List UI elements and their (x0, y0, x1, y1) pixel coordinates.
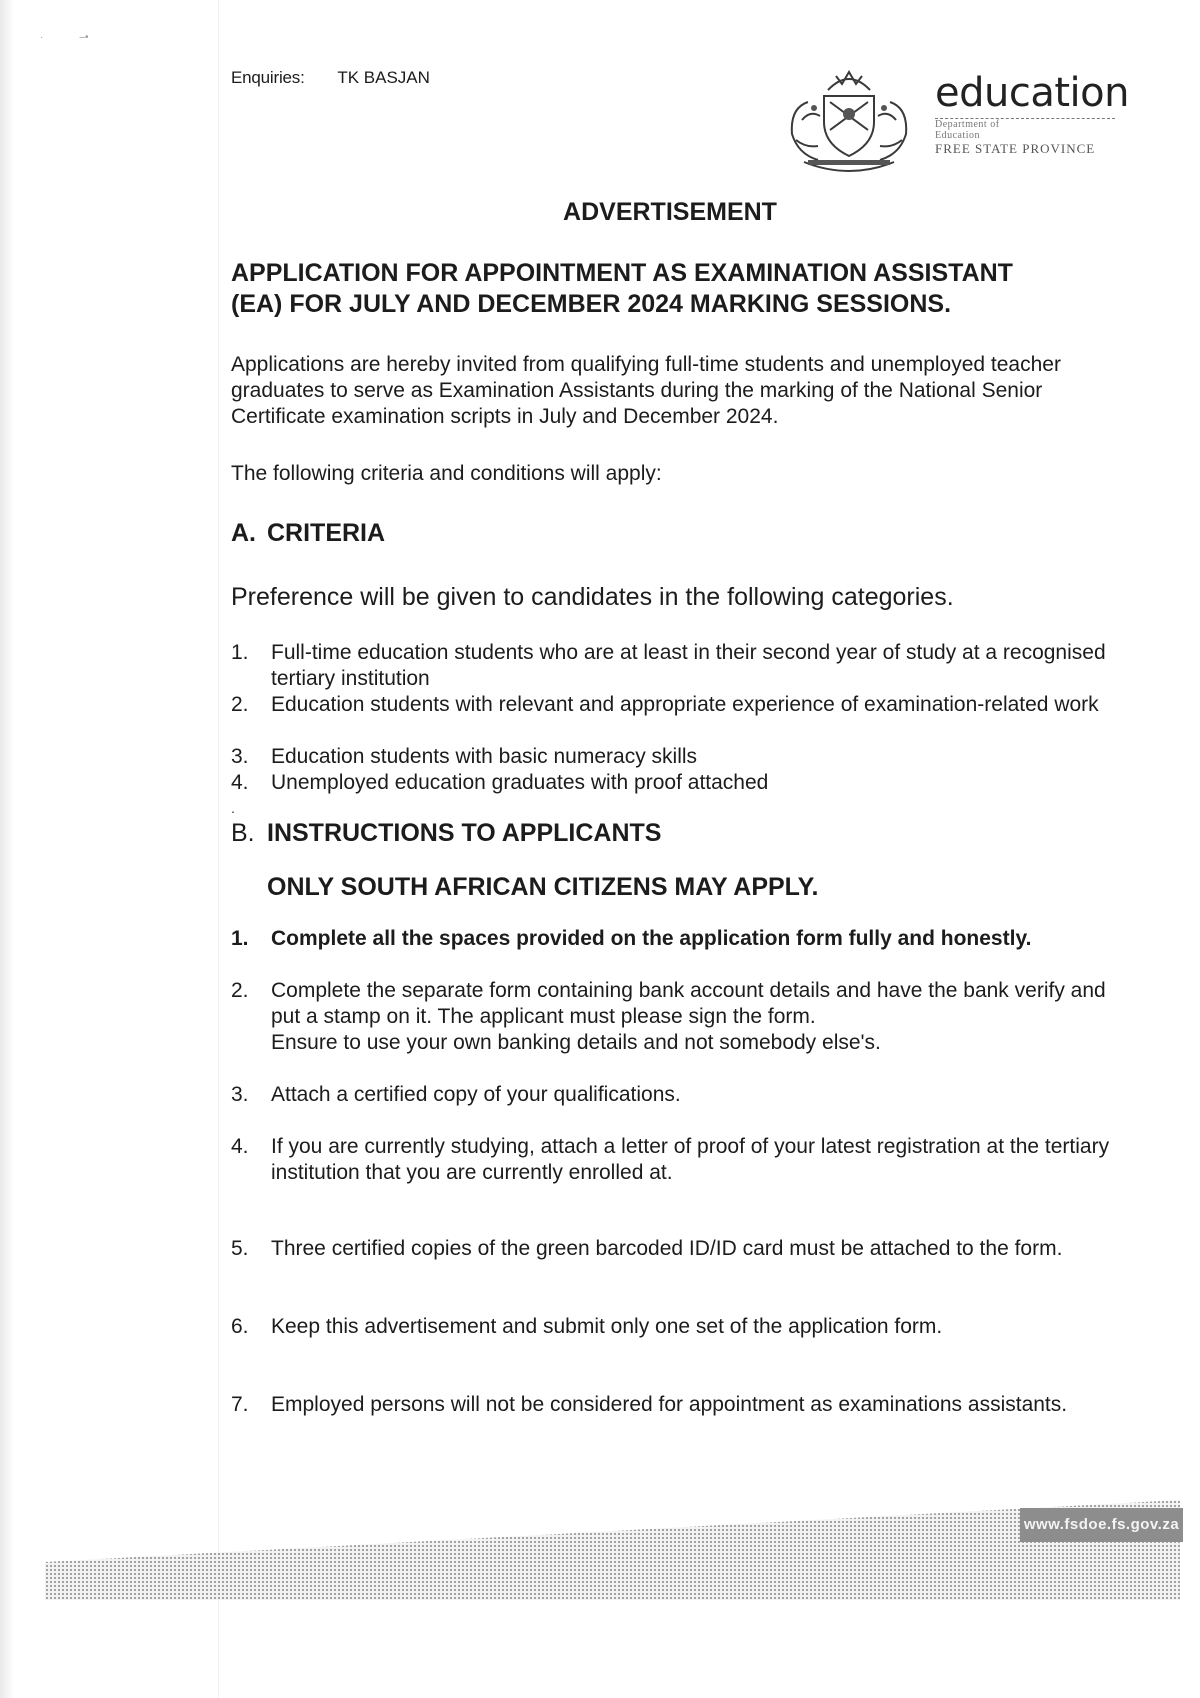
citizens-notice: ONLY SOUTH AFRICAN CITIZENS MAY APPLY. (267, 873, 819, 901)
title-line-1: APPLICATION FOR APPOINTMENT AS EXAMINATION ASSISTANT (231, 259, 1013, 287)
stray-dot: . (231, 800, 235, 816)
instruction-item-text: Attach a certified copy of your qualifications. (271, 1083, 681, 1106)
document-title (231, 258, 1111, 320)
instruction-item-text: Complete the separate form containing bank account details and have the bank verify and put a stamp on it. The applicant must please sign the form. (271, 979, 1106, 1028)
enquiries-line (231, 68, 430, 88)
brand-word: education (935, 70, 1129, 116)
instruction-item-text: Keep this advertisement and submit only one set of the application form. (271, 1315, 943, 1338)
criteria-item (231, 744, 1111, 770)
footer-halftone-band (45, 1500, 1180, 1600)
brand-dept-line1: Department of (935, 119, 1000, 130)
section-a-label: A. (231, 519, 256, 547)
instruction-item-number: 2. (231, 979, 249, 1002)
criteria-intro: The following criteria and conditions will apply: (231, 462, 662, 485)
instruction-item-number: 3. (231, 1083, 249, 1106)
instruction-item-number: 1. (231, 927, 249, 950)
instruction-item (231, 1314, 1111, 1340)
brand-dept-line2: Education (935, 130, 981, 141)
instruction-item-number: 5. (231, 1237, 249, 1260)
coat-of-arms-icon (778, 62, 920, 174)
instruction-item (231, 1082, 1111, 1108)
instruction-item-number: 6. (231, 1315, 249, 1338)
criteria-item-text: Full-time education students who are at least in their second year of study at a recognised tertiary institution (271, 641, 1106, 690)
brand-province: FREE STATE PROVINCE (935, 141, 1096, 156)
criteria-item-text: Education students with basic numeracy skills (271, 745, 698, 768)
advertisement-heading: ADVERTISEMENT (563, 198, 777, 226)
section-b-title: INSTRUCTIONS TO APPLICANTS (267, 819, 662, 847)
page-fold-line (218, 0, 219, 1698)
instruction-item-text: If you are currently studying, attach a letter of proof of your latest registration at the tertiary institution that you are currently enrolled at. (271, 1135, 1110, 1184)
scan-mark: · –• (40, 32, 89, 43)
criteria-item-number: 3. (231, 745, 249, 768)
scan-edge-shadow (0, 0, 14, 1698)
section-b-label: B. (231, 819, 255, 847)
footer-website: www.fsdoe.fs.gov.za (1020, 1508, 1183, 1542)
criteria-item-text: Unemployed education graduates with proof attached (271, 771, 769, 794)
preference-statement: Preference will be given to candidates in the following categories. (231, 583, 954, 611)
intro-paragraph: Applications are hereby invited from qualifying full-time students and unemployed teacher graduates to serve as Examination Assistants during the marking of the National Senior Certificate examination scripts in July and December 2024. (231, 353, 1061, 428)
instruction-item (231, 978, 1111, 1056)
instruction-item-text: Complete all the spaces provided on the application form fully and honestly. (271, 927, 1032, 950)
criteria-item-text: Education students with relevant and appropriate experience of examination-related work (271, 693, 1099, 716)
criteria-item (231, 770, 1111, 796)
enquiries-value: TK BASJAN (337, 68, 430, 87)
instruction-item-number: 4. (231, 1135, 249, 1158)
section-b-heading (231, 819, 661, 848)
instruction-item (231, 1236, 1111, 1262)
instruction-item (231, 926, 1111, 952)
section-a-heading (231, 519, 385, 548)
criteria-item-number: 1. (231, 641, 249, 664)
instruction-item-text-2: Ensure to use your own banking details and not somebody else's. (271, 1031, 881, 1054)
section-a-title: CRITERIA (267, 519, 386, 547)
instruction-item (231, 1392, 1111, 1418)
enquiries-label: Enquiries: (231, 68, 305, 87)
instruction-item (231, 1134, 1111, 1186)
criteria-item-number: 2. (231, 693, 249, 716)
instruction-item-text: Three certified copies of the green barcoded ID/ID card must be attached to the form. (271, 1237, 1063, 1260)
title-line-2: (EA) FOR JULY AND DECEMBER 2024 MARKING SESSIONS. (231, 290, 952, 318)
brand-block (935, 70, 1129, 156)
criteria-item (231, 640, 1111, 692)
instruction-item-text: Employed persons will not be considered for appointment as examinations assistants. (271, 1393, 1068, 1416)
criteria-item (231, 692, 1111, 718)
criteria-item-number: 4. (231, 771, 249, 794)
instruction-item-number: 7. (231, 1393, 249, 1416)
